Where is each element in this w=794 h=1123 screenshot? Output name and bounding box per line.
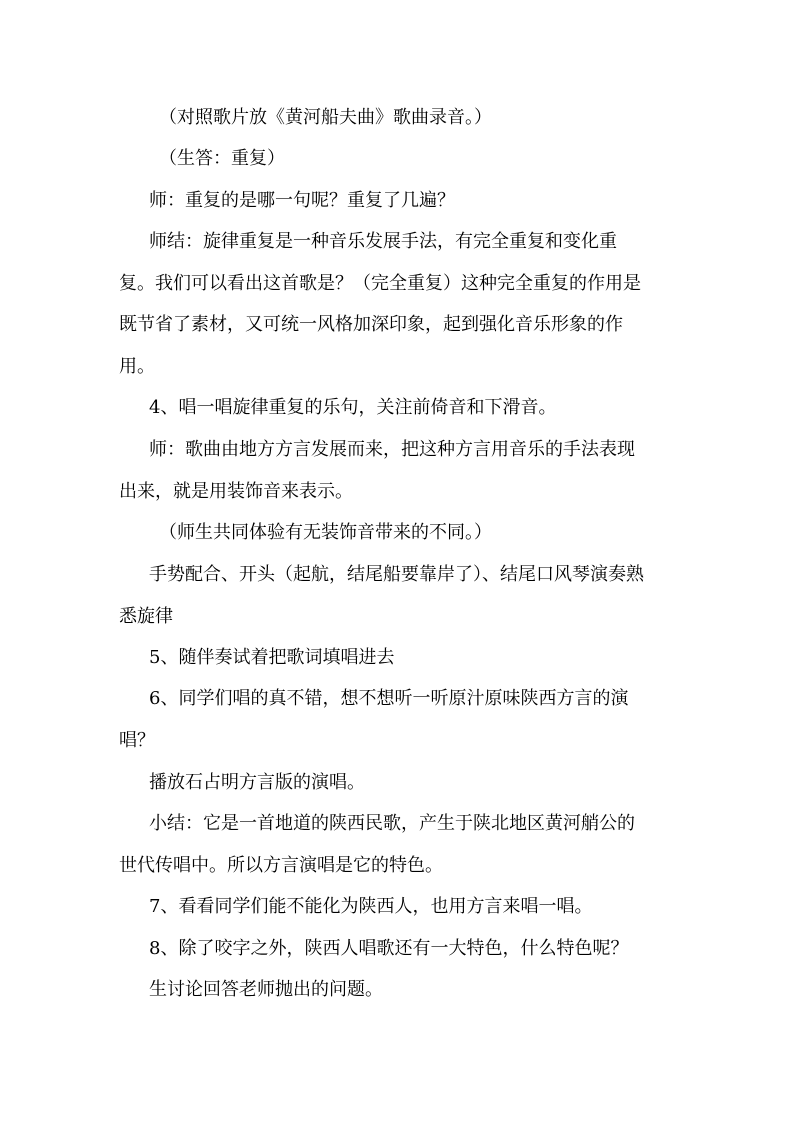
text-line: 6、同学们唱的真不错，想不想听一听原汁原味陕西方言的演 xyxy=(149,688,629,709)
text-line: 5、随伴奏试着把歌词填唱进去 xyxy=(149,647,395,668)
paragraph-step-7 xyxy=(119,886,679,928)
text-line: 生讨论回答老师抛出的问题。 xyxy=(149,979,383,1000)
paragraph-teacher-summary xyxy=(119,221,679,387)
text-line: 出来，就是用装饰音来表示。 xyxy=(119,480,353,502)
text-line: 4、唱一唱旋律重复的乐句，关注前倚音和下滑音。 xyxy=(149,397,557,418)
text-line: （生答：重复） xyxy=(159,148,285,169)
text-line: 悉旋律 xyxy=(119,605,173,627)
text-line: 既节省了素材，又可统一风格加深印象，起到强化音乐形象的作 xyxy=(119,314,623,335)
paragraph-teacher-question xyxy=(119,180,679,222)
text-line: 播放石占明方言版的演唱。 xyxy=(149,772,365,793)
paragraph-discussion xyxy=(119,969,679,1011)
text-line: 唱？ xyxy=(119,729,155,751)
text-line: 师结：旋律重复是一种音乐发展手法，有完全重复和变化重 xyxy=(149,231,617,252)
text-line: 小结：它是一首地道的陕西民歌，产生于陕北地区黄河艄公的 xyxy=(149,813,635,834)
paragraph-teacher-dialect xyxy=(119,429,679,512)
text-line: （对照歌片放《黄河船夫曲》歌曲录音。） xyxy=(159,107,492,128)
paragraph-step-4 xyxy=(119,387,679,429)
text-line: 复。我们可以看出这首歌是？（完全重复）这种完全重复的作用是 xyxy=(119,272,641,294)
text-line: 7、看看同学们能不能化为陕西人，也用方言来唱一唱。 xyxy=(149,896,593,917)
text-line: 师：歌曲由地方方言发展而来，把这种方言用音乐的手法表现 xyxy=(149,439,635,460)
paragraph-summary xyxy=(119,803,679,886)
paragraph-step-5 xyxy=(119,637,679,679)
text-line: （师生共同体验有无装饰音带来的不同。） xyxy=(159,522,492,543)
paragraph-experience-note xyxy=(119,512,679,554)
paragraph-step-8 xyxy=(119,928,679,970)
text-line: 世代传唱中。所以方言演唱是它的特色。 xyxy=(119,854,443,876)
paragraph-step-6 xyxy=(119,678,679,761)
paragraph-playback xyxy=(119,762,679,804)
text-line: 师：重复的是哪一句呢？重复了几遍？ xyxy=(149,190,455,211)
text-line: 8、除了咬字之外，陕西人唱歌还有一大特色，什么特色呢？ xyxy=(149,938,629,959)
paragraph-student-answer xyxy=(119,138,679,180)
paragraph-playback-note xyxy=(119,97,679,139)
text-line: 手势配合、开头（起航，结尾船要靠岸了）、结尾口风琴演奏熟 xyxy=(149,564,644,585)
paragraph-gesture xyxy=(119,554,679,637)
text-line: 用。 xyxy=(119,355,155,377)
